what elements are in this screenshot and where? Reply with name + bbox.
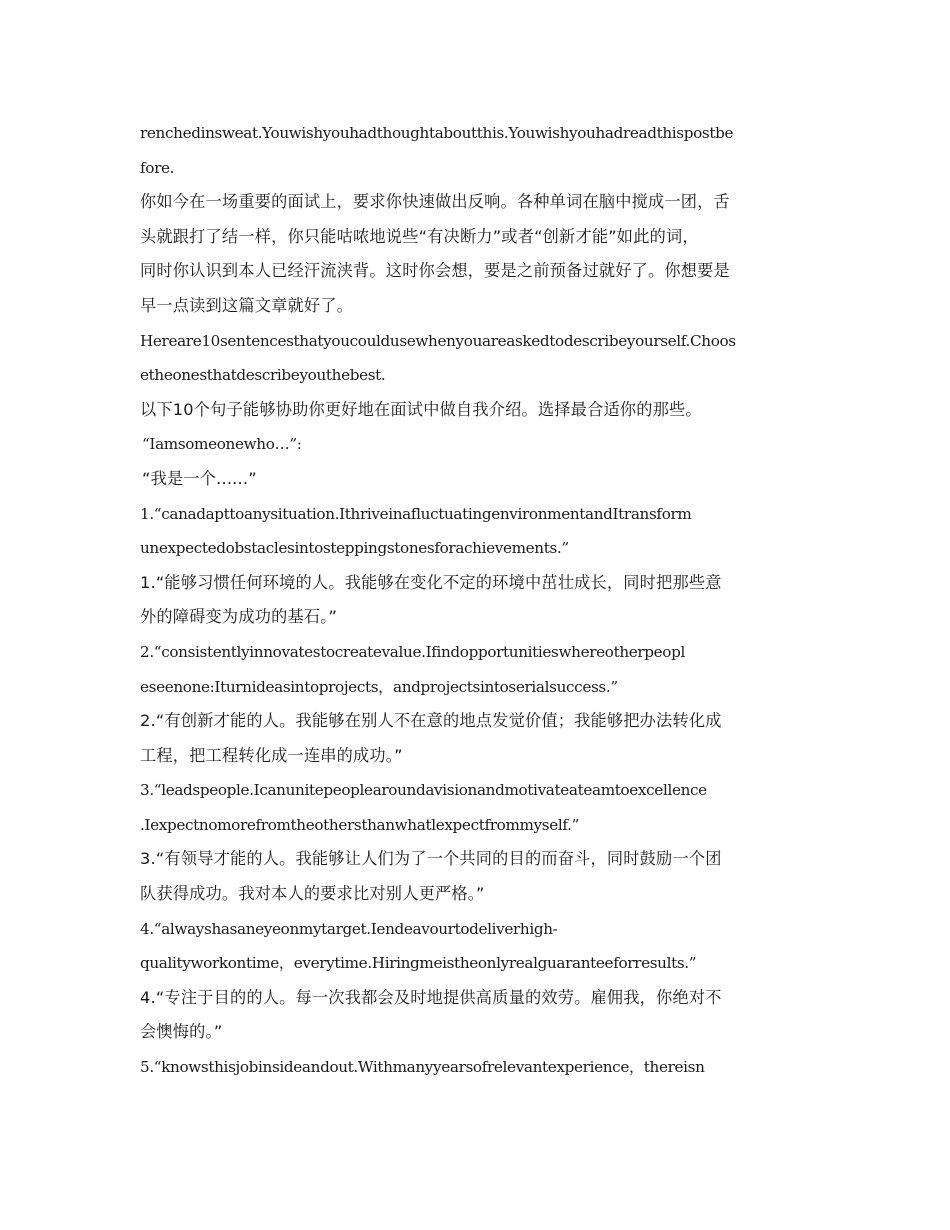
text-line: 2.“有创新才能的人。我能够在别人不在意的地点发觉价值；我能够把办法转化成 bbox=[140, 711, 722, 731]
text-line: renchedinsweat.Youwishyouhadthoughtaboutthis.Youwishyouhadreadthispostbe bbox=[140, 124, 734, 142]
text-line: 外的障碍变为成功的基石。” bbox=[140, 607, 338, 627]
document-body bbox=[140, 116, 812, 1085]
text-line: 会懊悔的。” bbox=[140, 1022, 223, 1042]
text-line: 1.“能够习惯任何环境的人。我能够在变化不定的环境中茁壮成长，同时把那些意 bbox=[140, 572, 722, 592]
text-line: 2.“consistentlyinnovatestocreatevalue.Ifindopportunitieswhereotherpeopl bbox=[140, 642, 685, 661]
text-line: 队获得成功。我对本人的要求比对别人更严格。” bbox=[140, 884, 485, 904]
text-line: 5.“knowsthisjobinsideandout.Withmanyyearsofrelevantexperience，thereisn bbox=[140, 1058, 705, 1077]
text-line: etheonesthatdescribeyouthebest. bbox=[140, 366, 386, 385]
text-line: 同时你认识到本人已经汗流浃背。这时你会想，要是之前预备过就好了。你想要是 bbox=[140, 261, 730, 281]
text-line: .Iexpectnomorefromtheothersthanwhatlexpectfrommyself.” bbox=[140, 815, 579, 834]
text-line: 3.“有领导才能的人。我能够让人们为了一个共同的目的而奋斗，同时鼓励一个团 bbox=[140, 849, 722, 869]
text-line: 你如今在一场重要的面试上，要求你快速做出反响。各种单词在脑中搅成一团，舌 bbox=[140, 192, 730, 212]
text-line: 4.“专注于目的的人。每一次我都会及时地提供高质量的效劳。雇佣我，你绝对不 bbox=[140, 987, 722, 1007]
text-line: “Iamsomeonewho…”: bbox=[142, 435, 302, 454]
text-line: 早一点读到这篇文章就好了。 bbox=[140, 295, 354, 315]
text-line: 3.“leadspeople.Icanunitepeoplearoundavisionandmotivateateamtoexcellence bbox=[140, 781, 707, 800]
text-line: 工程，把工程转化成一连串的成功。” bbox=[140, 745, 403, 765]
text-line: qualityworkontime，everytime.Hiringmeistheonlyrealguaranteeforresults.” bbox=[140, 954, 697, 973]
text-line: 以下10个句子能够协助你更好地在面试中做自我介绍。选择最合适你的那些。 bbox=[140, 399, 702, 419]
text-line: fore. bbox=[140, 158, 175, 177]
text-line: 4.“alwayshasaneyeonmytarget.Iendeavourtodeliverhigh- bbox=[140, 919, 558, 938]
text-line: “我是一个......” bbox=[142, 468, 257, 488]
text-line: Hereare10sentencesthatyoucouldusewhenyouareaskedtodescribeyourself.Choos bbox=[140, 331, 736, 350]
text-line: 1.“canadapttoanysituation.IthriveinafluctuatingenvironmentandItransform bbox=[140, 504, 692, 523]
text-line: 头就跟打了结一样，你只能咕哝地说些“有决断力”或者“创新才能”如此的词， bbox=[140, 226, 699, 246]
text-line: eseenone:Iturnideasintoprojects，andprojectsintoserialsuccess.” bbox=[140, 677, 618, 696]
text-line: unexpectedobstaclesintosteppingstonesforachievements.” bbox=[140, 539, 569, 558]
